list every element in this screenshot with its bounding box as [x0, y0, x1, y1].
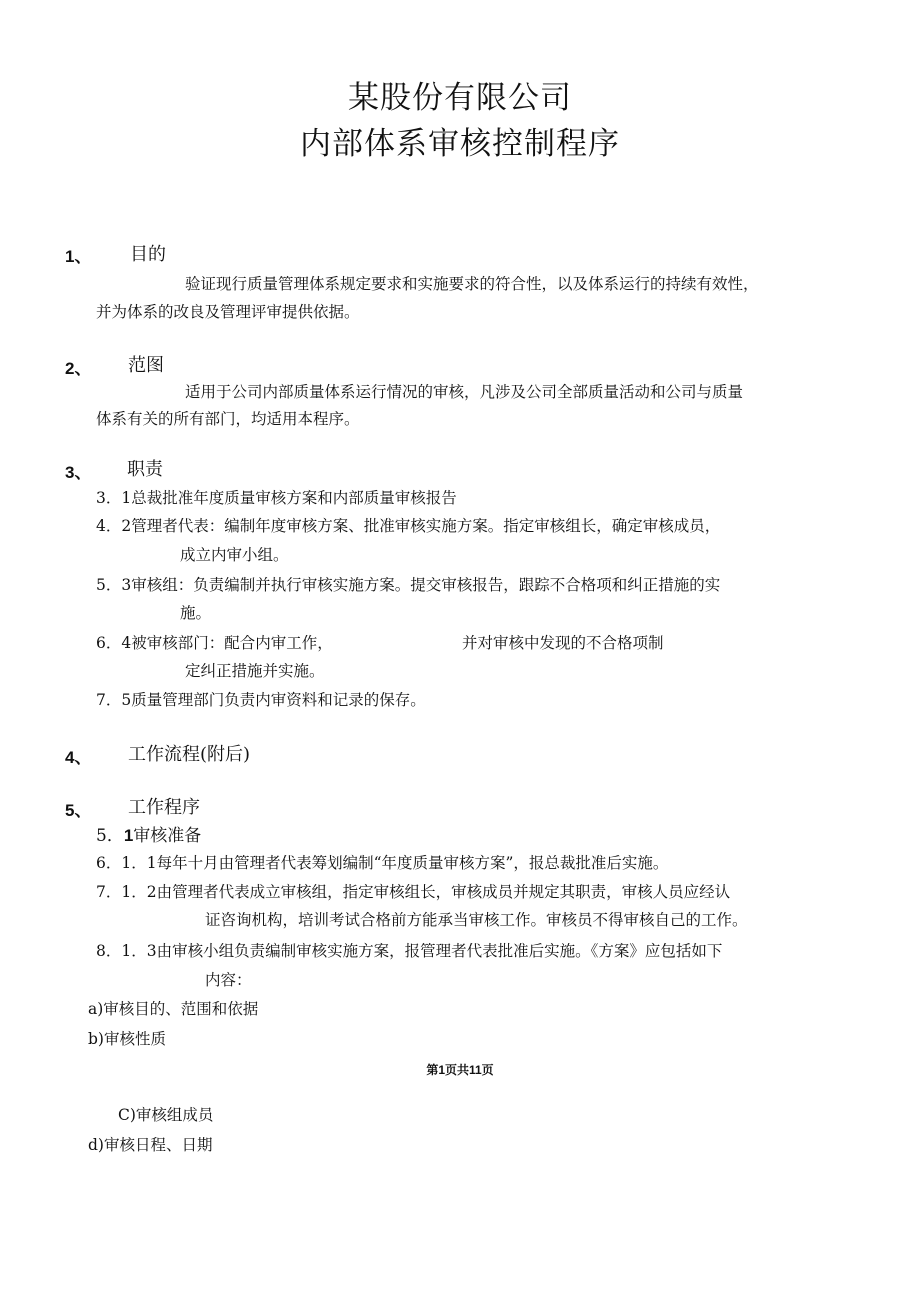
- subsection-number: 5．: [96, 826, 124, 846]
- section-5-heading: 工作程序: [128, 797, 200, 818]
- content-list-item: b)审核性质: [88, 1030, 166, 1048]
- subsection-label: 审核准备: [133, 826, 202, 846]
- list-item-continuation: 成立内审小组。: [180, 546, 289, 564]
- section-2-para-line-2: 体系有关的所有部门，均适用本程序。: [96, 410, 360, 428]
- section-4-heading: 工作流程(附后): [128, 744, 251, 765]
- section-5-number: 5、: [65, 801, 92, 820]
- section-1-number: 1、: [65, 247, 92, 266]
- list-item: 4．2管理者代表：编制年度审核方案、批准审核实施方案。指定审核组长，确定审核成员，: [96, 517, 721, 535]
- section-2-number: 2、: [65, 359, 92, 378]
- document-title: 内部体系审核控制程序: [300, 126, 620, 162]
- company-name: 某股份有限公司: [348, 80, 572, 116]
- section-1-para-line-2: 并为体系的改良及管理评审提供依据。: [96, 303, 360, 321]
- section-3-heading: 职责: [127, 459, 163, 480]
- list-item: 7．5质量管理部门负责内审资料和记录的保存。: [96, 691, 426, 709]
- list-item: 3．1总裁批准年度质量审核方案和内部质量审核报告: [96, 489, 457, 507]
- list-item-continuation: 定纠正措施并实施。: [185, 662, 325, 680]
- list-item-continuation: 内容：: [205, 971, 252, 989]
- list-item-fragment: 并对审核中发现的不合格项制: [462, 634, 664, 652]
- list-item: 5．3审核组：负责编制并执行审核实施方案。提交审核报告，跟踪不合格项和纠正措施的实: [96, 576, 721, 594]
- section-1-heading: 目的: [130, 244, 166, 265]
- list-item-continuation: 证咨询机构，培训考试合格前方能承当审核工作。审核员不得审核自己的工作。: [205, 911, 748, 929]
- list-item: 7．1．2由管理者代表成立审核组，指定审核组长，审核成员并规定其职责，审核人员应经认: [96, 883, 731, 901]
- list-item-continuation: 施。: [180, 604, 212, 622]
- content-list-item: C)审核组成员: [118, 1106, 214, 1124]
- section-4-number: 4、: [65, 748, 92, 767]
- list-item: 6．4被审核部门：配合内审工作，: [96, 634, 333, 652]
- list-item: 8．1．3由审核小组负责编制审核实施方案，报管理者代表批准后实施。《方案》应包括如下: [96, 942, 723, 960]
- section-2-para-line-1: 适用于公司内部质量体系运行情况的审核，凡涉及公司全部质量活动和公司与质量: [185, 383, 744, 401]
- page-footer: 第1页共11页: [426, 1063, 494, 1077]
- section-3-number: 3、: [65, 463, 92, 482]
- section-2-heading: 范图: [128, 355, 164, 376]
- section-1-para-line-1: 验证现行质量管理体系规定要求和实施要求的符合性，以及体系运行的持续有效性，: [185, 275, 759, 293]
- list-item: 6．1．1每年十月由管理者代表筹划编制“年度质量审核方案”，报总裁批准后实施。: [96, 854, 669, 872]
- content-list-item: d)审核日程、日期: [88, 1136, 213, 1154]
- subsection-number-bold: 1: [123, 826, 134, 845]
- content-list-item: a)审核目的、范围和依据: [88, 1000, 259, 1018]
- subsection-heading: [96, 821, 201, 846]
